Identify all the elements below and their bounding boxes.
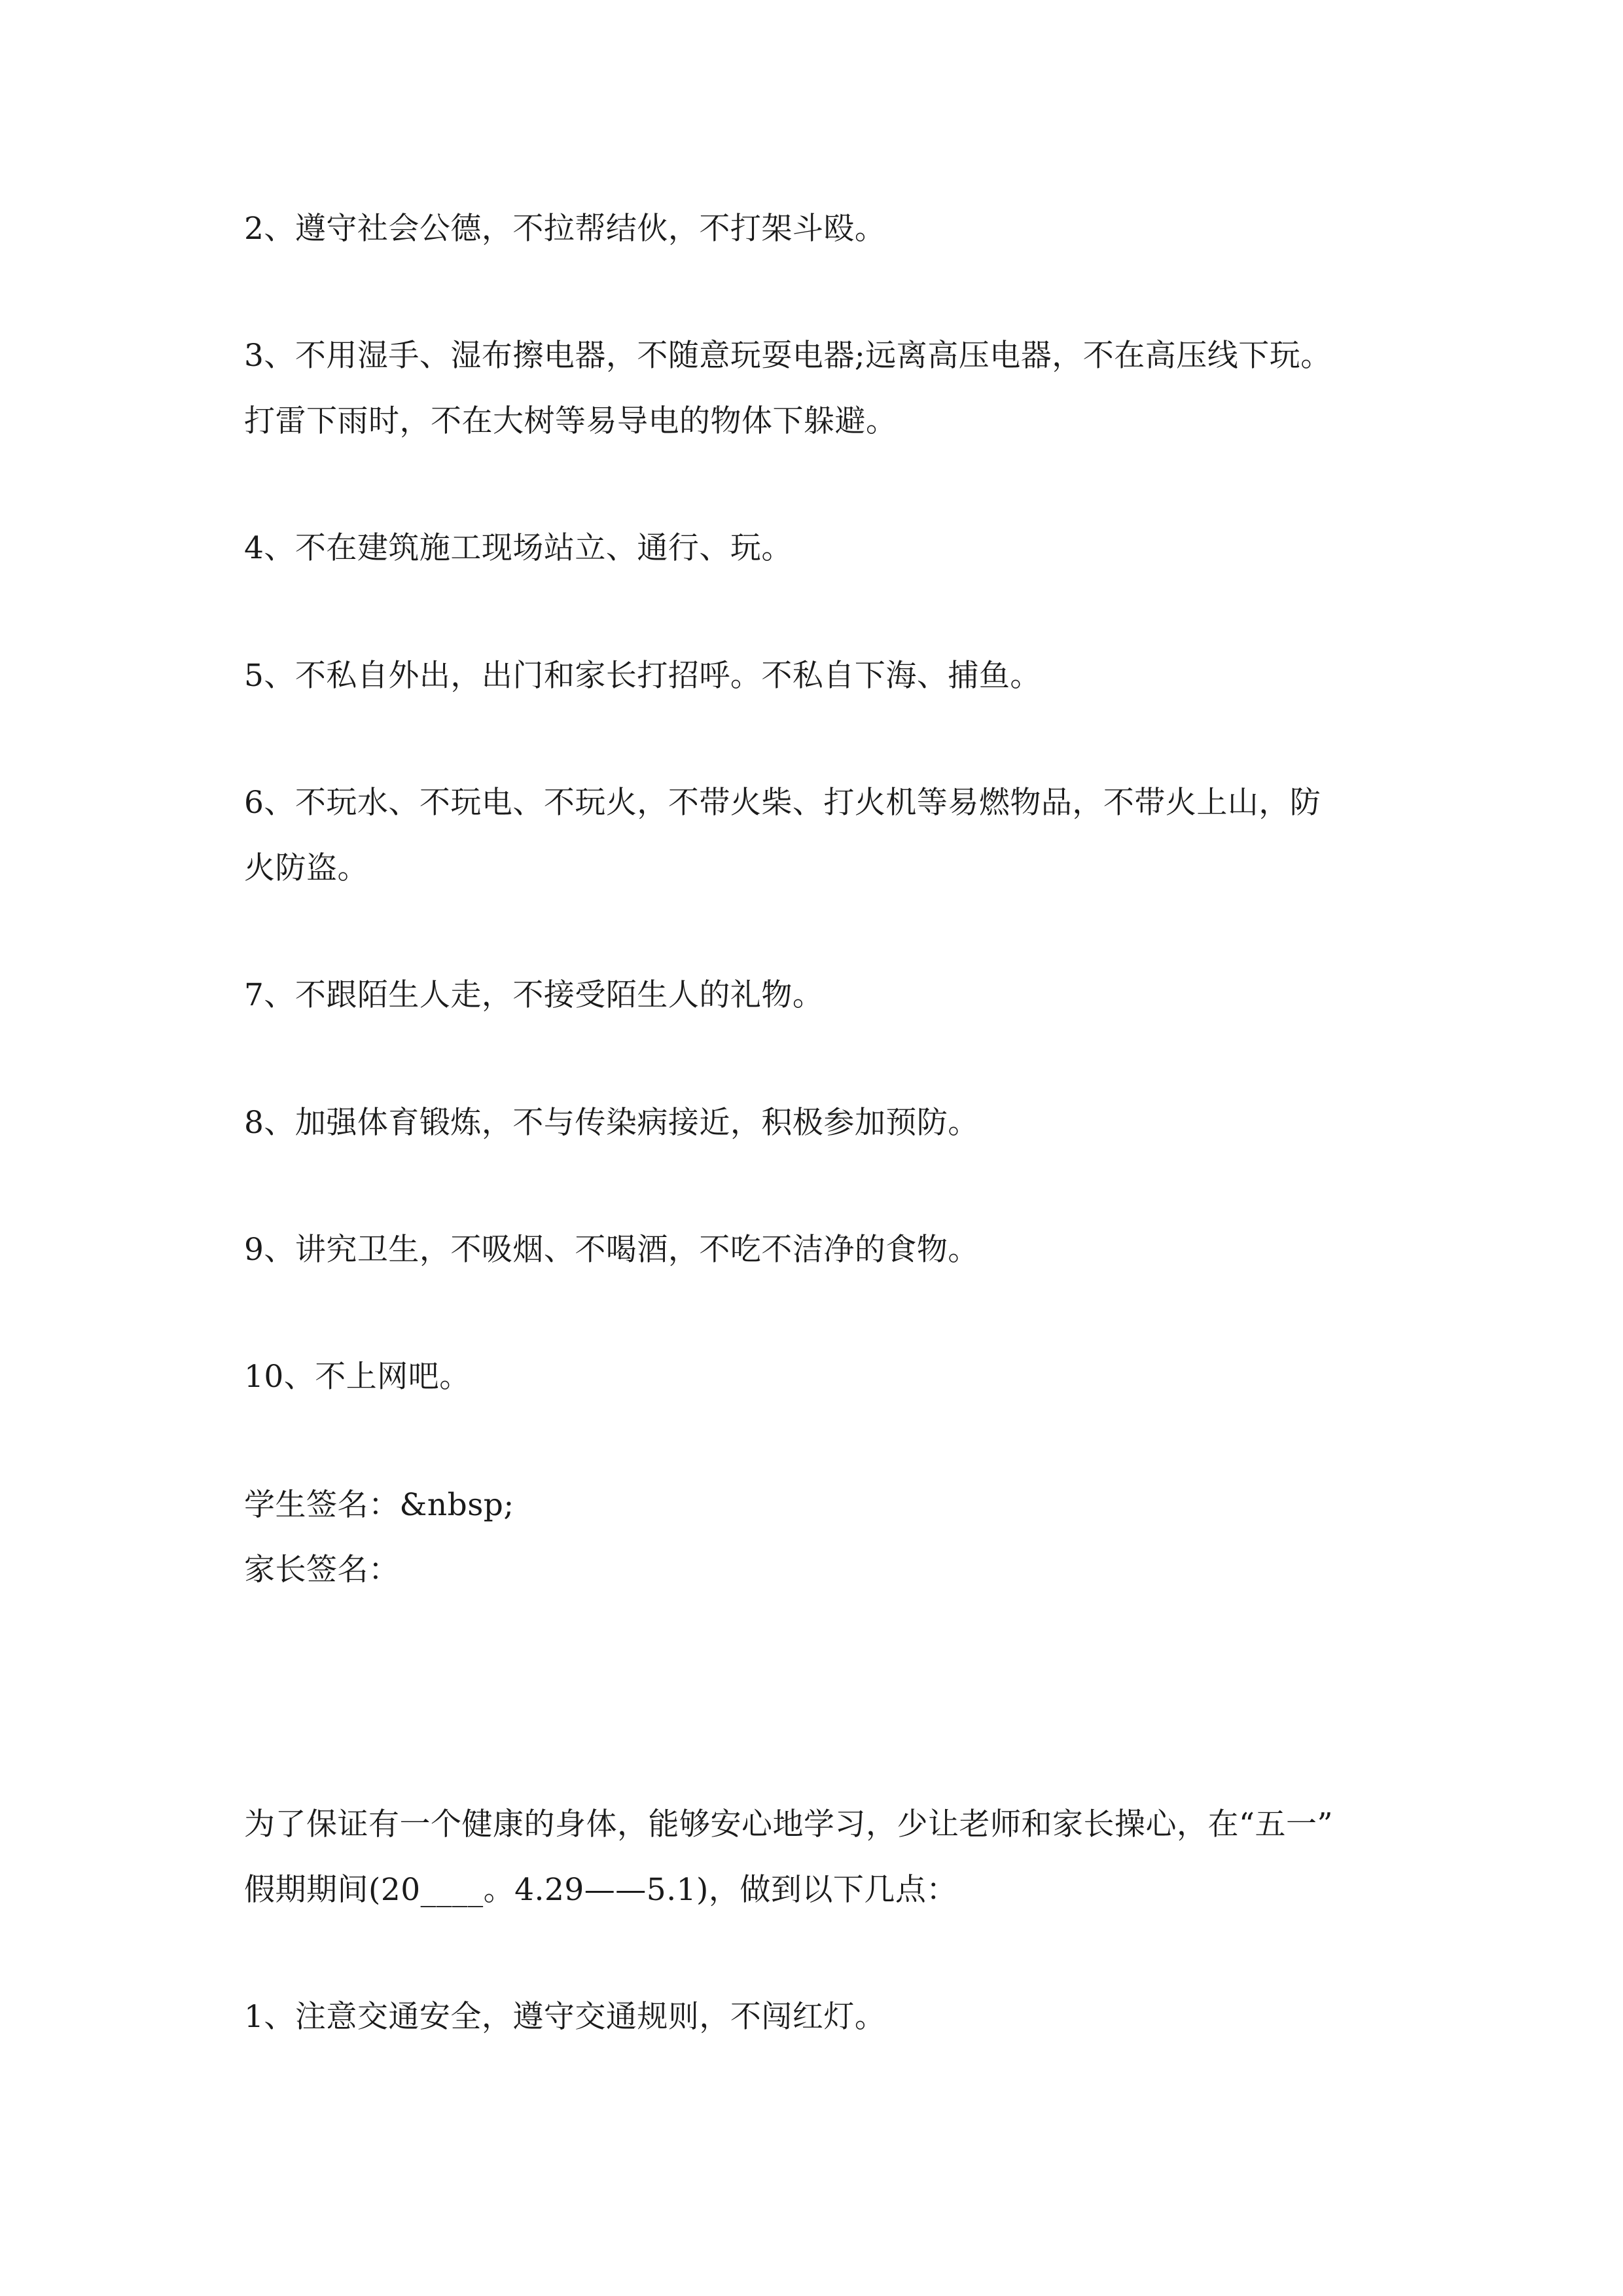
intro-text-line-2: 假期期间(20____。4.29——5.1)，做到以下几点：	[244, 1872, 957, 1908]
rule-10-text: 10、不上网吧。	[244, 1359, 471, 1395]
rule-5-text: 5、不私自外出，出门和家长打招呼。不私自下海、捕鱼。	[244, 658, 1041, 694]
intro-text-line-1: 为了保证有一个健康的身体，能够安心地学习，少让老师和家长操心，在“五一”	[244, 1806, 1334, 1842]
rule-6-text-line-2: 火防盗。	[244, 850, 368, 886]
rule-4-text: 4、不在建筑施工现场站立、通行、玩。	[244, 530, 793, 566]
rule-9-text: 9、讲究卫生，不吸烟、不喝酒，不吃不洁净的食物。	[244, 1232, 979, 1268]
rule-2-text: 2、遵守社会公德，不拉帮结伙，不打架斗殴。	[244, 211, 886, 247]
rule-3-text-line-2: 打雷下雨时，不在大树等易导电的物体下躲避。	[244, 403, 897, 439]
parent-signature-label: 家长签名：	[244, 1552, 400, 1588]
rule-8-text: 8、加强体育锻炼，不与传染病接近，积极参加预防。	[244, 1105, 979, 1141]
rule-6-text-line-1: 6、不玩水、不玩电、不玩火，不带火柴、打火机等易燃物品，不带火上山，防	[244, 785, 1321, 821]
rule-3-text-line-1: 3、不用湿手、湿布擦电器，不随意玩耍电器;远离高压电器，不在高压线下玩。	[244, 338, 1332, 374]
student-signature-label: 学生签名：&nbsp;	[244, 1487, 514, 1523]
rule-1-text: 1、注意交通安全，遵守交通规则，不闯红灯。	[244, 1999, 886, 2035]
rule-7-text: 7、不跟陌生人走，不接受陌生人的礼物。	[244, 977, 824, 1013]
